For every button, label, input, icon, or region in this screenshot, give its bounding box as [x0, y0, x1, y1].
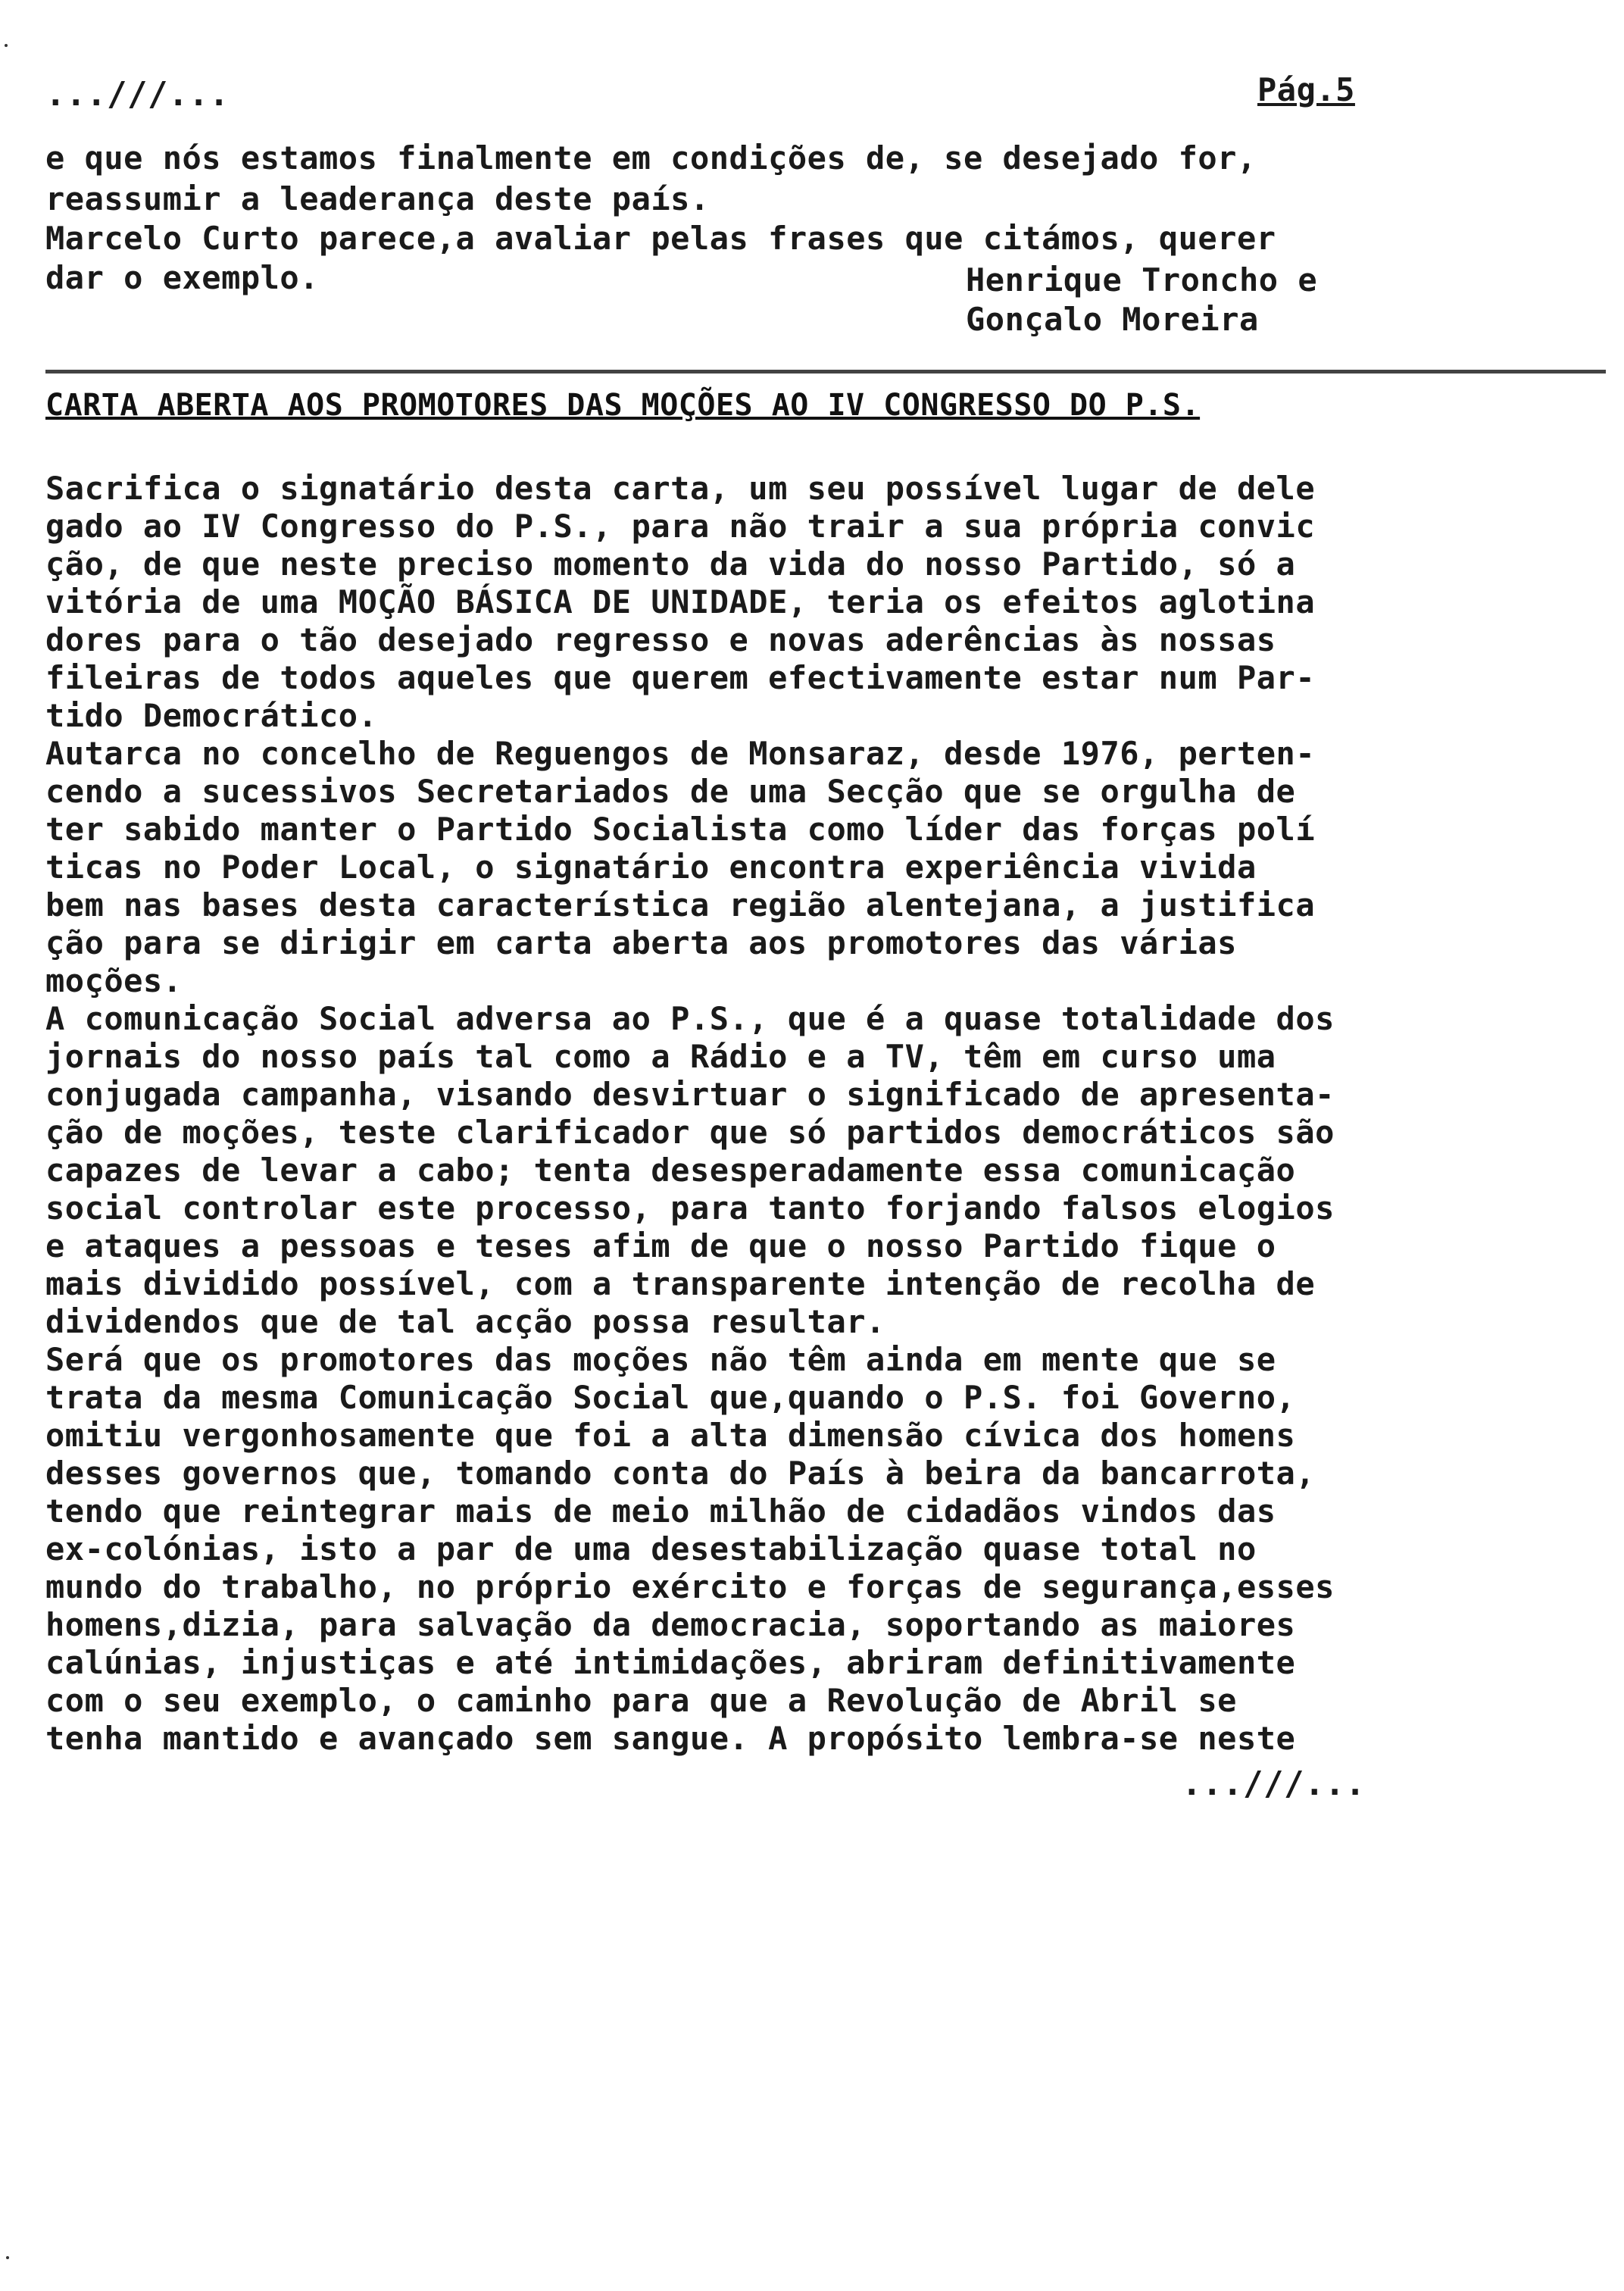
body-line: dores para o tão desejado regresso e novas aderências às nossas — [45, 621, 1276, 658]
body-line: Autarca no concelho de Reguengos de Monsaraz, desde 1976, perten- — [45, 735, 1316, 772]
body-line: gado ao IV Congresso do P.S., para não trair a sua própria convic — [45, 508, 1316, 545]
body-line: com o seu exemplo, o caminho para que a Revolução de Abril se — [45, 1682, 1237, 1719]
body-line: ex-colónias, isto a par de uma desestabilização quase total no — [45, 1530, 1257, 1567]
body-line: moções. — [45, 962, 183, 999]
body-line: ção, de que neste preciso momento da vida do nosso Partido, só a — [45, 545, 1296, 583]
scan-speck — [6, 2256, 9, 2259]
body-line: desses governos que, tomando conta do País à beira da bancarrota, — [45, 1455, 1316, 1492]
body-line: vitória de uma MOÇÃO BÁSICA DE UNIDADE, teria os efeitos aglotina — [45, 583, 1316, 620]
article-title: CARTA ABERTA AOS PROMOTORES DAS MOÇÕES AO IV CONGRESSO DO P.S. — [45, 388, 1201, 423]
intro-line: Marcelo Curto parece,a avaliar pelas frases que citámos, querer — [45, 220, 1276, 257]
scan-speck — [5, 44, 8, 47]
body-line: e ataques a pessoas e teses afim de que o nosso Partido fique o — [45, 1227, 1276, 1264]
body-line: ticas no Poder Local, o signatário encontra experiência vivida — [45, 849, 1257, 886]
body-line: bem nas bases desta característica região alentejana, a justifica — [45, 886, 1316, 924]
body-line: tenha mantido e avançado sem sangue. A propósito lembra-se neste — [45, 1720, 1296, 1757]
section-divider — [45, 370, 1606, 373]
body-line: conjugada campanha, visando desvirtuar o significado de apresenta- — [45, 1076, 1335, 1113]
body-line: cendo a sucessivos Secretariados de uma Secção que se orgulha de — [45, 773, 1296, 810]
body-line: omitiu vergonhosamente que foi a alta dimensão cívica dos homens — [45, 1417, 1296, 1454]
body-line: ção para se dirigir em carta aberta aos promotores das várias — [45, 924, 1237, 961]
body-line: jornais do nosso país tal como a Rádio e a TV, têm em curso uma — [45, 1038, 1276, 1075]
intro-line: reassumir a leaderança deste país. — [45, 180, 710, 217]
body-line: Será que os promotores das moções não têm ainda em mente que se — [45, 1341, 1276, 1378]
body-line: tendo que reintegrar mais de meio milhão de cidadãos vindos das — [45, 1492, 1276, 1530]
body-line: capazes de levar a cabo; tenta desesperadamente essa comunicação — [45, 1152, 1296, 1189]
body-line: ção de moções, teste clarificador que só partidos democráticos são — [45, 1114, 1335, 1151]
signature-line: Henrique Troncho e — [966, 261, 1318, 298]
body-line: trata da mesma Comunicação Social que,quando o P.S. foi Governo, — [45, 1379, 1296, 1416]
body-line: dividendos que de tal acção possa resultar. — [45, 1303, 885, 1340]
body-line: mundo do trabalho, no próprio exército e forças de segurança,esses — [45, 1568, 1335, 1605]
body-line: A comunicação Social adversa ao P.S., que é a quase totalidade dos — [45, 1000, 1335, 1037]
footer-continuation-mark: ...///... — [1182, 1764, 1366, 1803]
intro-line: dar o exemplo. — [45, 259, 320, 296]
body-line: Sacrifica o signatário desta carta, um seu possível lugar de dele — [45, 470, 1316, 507]
body-line: homens,dizia, para salvação da democracia, soportando as maiores — [45, 1606, 1296, 1643]
body-line: tido Democrático. — [45, 697, 378, 734]
body-line: fileiras de todos aqueles que querem efectivamente estar num Par- — [45, 659, 1316, 696]
body-line: calúnias, injustiças e até intimidações, abriram definitivamente — [45, 1644, 1296, 1681]
header-continuation-mark: ...///... — [45, 75, 230, 114]
intro-line: e que nós estamos finalmente em condições de, se desejado for, — [45, 139, 1257, 177]
body-line: social controlar este processo, para tanto forjando falsos elogios — [45, 1189, 1335, 1227]
body-line: ter sabido manter o Partido Socialista como líder das forças polí — [45, 811, 1316, 848]
body-line: mais dividido possível, com a transparente intenção de recolha de — [45, 1265, 1316, 1302]
page-number: Pág.5 — [1257, 71, 1355, 108]
signature-line: Gonçalo Moreira — [966, 301, 1259, 338]
